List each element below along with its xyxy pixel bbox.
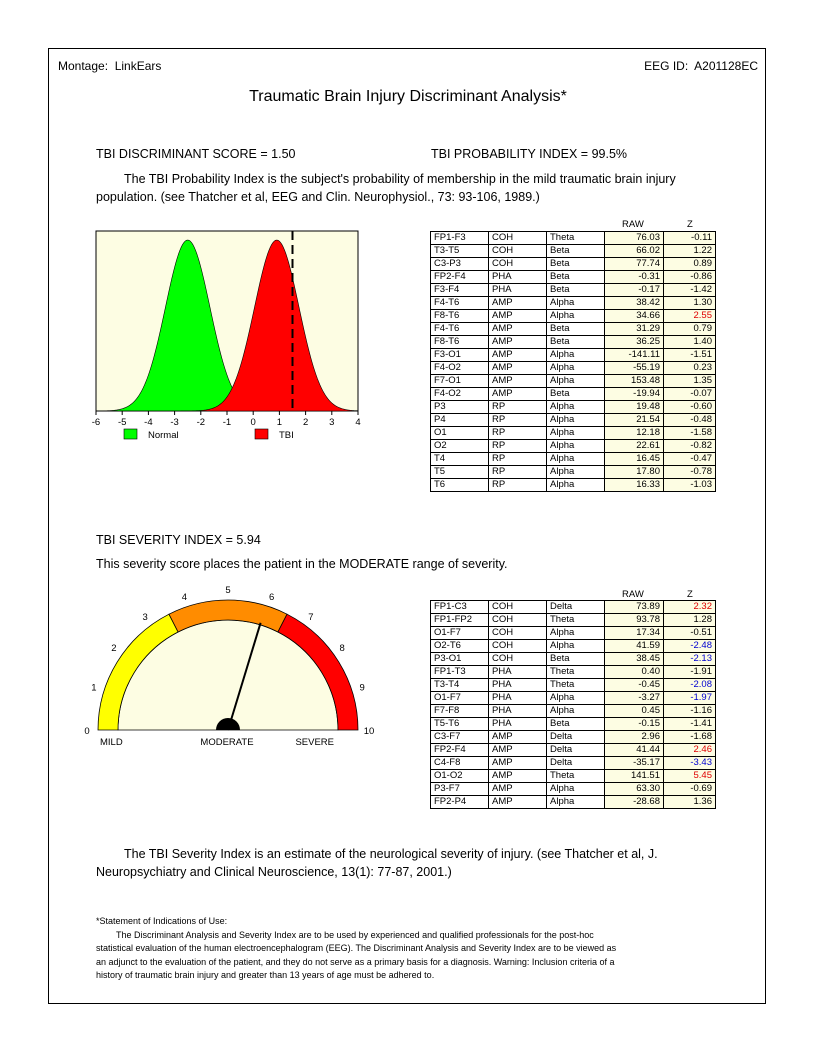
table1-cell-z: 1.35	[664, 375, 716, 388]
table2-row	[431, 653, 716, 666]
table1-row	[431, 466, 716, 479]
montage	[58, 59, 161, 73]
footnote-line-4: history of traumatic brain injury and greater than 13 years of age must be adhered to.	[96, 970, 435, 980]
distribution-chart	[86, 226, 370, 446]
table1-cell-site: FP2-F4	[431, 271, 489, 284]
table2-row	[431, 705, 716, 718]
table1-cell-z: -0.11	[664, 232, 716, 245]
table2-row	[431, 796, 716, 809]
table1-cell-z: -0.86	[664, 271, 716, 284]
table1-cell-site: T3-T5	[431, 245, 489, 258]
table2-cell-z: 2.46	[664, 744, 716, 757]
table1-cell-raw: 76.03	[605, 232, 664, 245]
table2-row	[431, 718, 716, 731]
table1-row	[431, 401, 716, 414]
probability-description	[96, 170, 676, 206]
table1-cell-site: F7-O1	[431, 375, 489, 388]
table1-cell-band: Beta	[547, 271, 605, 284]
table1-cell-raw: 77.74	[605, 258, 664, 271]
gauge-tick-label: 6	[268, 591, 275, 603]
table1-row	[431, 427, 716, 440]
eeg-id-value: A201128EC	[694, 59, 758, 73]
table2-cell-measure: AMP	[489, 770, 547, 783]
table1-cell-site: P4	[431, 414, 489, 427]
table1-cell-measure: RP	[489, 414, 547, 427]
severity-placement: This severity score places the patient in the MODERATE range of severity.	[96, 557, 508, 571]
table1-row	[431, 271, 716, 284]
table2-cell-band: Alpha	[547, 692, 605, 705]
gauge-tick-label: 10	[363, 726, 375, 737]
table2-cell-site: FP1-FP2	[431, 614, 489, 627]
table2-row	[431, 744, 716, 757]
table2-cell-z: 1.28	[664, 614, 716, 627]
table1-cell-raw: 22.61	[605, 440, 664, 453]
x-tick-label: 0	[250, 417, 256, 428]
table1-cell-site: F3-F4	[431, 284, 489, 297]
severity-gauge	[76, 580, 386, 752]
table1-z-header: Z	[687, 219, 693, 230]
table2-row	[431, 770, 716, 783]
table1-row	[431, 284, 716, 297]
table2-cell-site: O1-F7	[431, 692, 489, 705]
table1-cell-measure: RP	[489, 440, 547, 453]
gauge-tick-label: 0	[84, 726, 90, 737]
table1-cell-site: T6	[431, 479, 489, 492]
table2-cell-site: FP1-C3	[431, 601, 489, 614]
table2-cell-raw: 41.44	[605, 744, 664, 757]
table1-cell-band: Alpha	[547, 401, 605, 414]
table1-cell-measure: AMP	[489, 349, 547, 362]
table2-row	[431, 783, 716, 796]
table1-cell-z: -0.07	[664, 388, 716, 401]
table1-cell-z: 1.40	[664, 336, 716, 349]
table1-cell-band: Alpha	[547, 349, 605, 362]
table1-cell-measure: RP	[489, 427, 547, 440]
table1-cell-measure: AMP	[489, 388, 547, 401]
table1-cell-band: Alpha	[547, 310, 605, 323]
table1-cell-band: Beta	[547, 258, 605, 271]
table2-cell-z: 1.36	[664, 796, 716, 809]
table2-cell-band: Alpha	[547, 640, 605, 653]
table1-cell-measure: PHA	[489, 284, 547, 297]
table2-cell-z: -1.91	[664, 666, 716, 679]
table2-cell-site: T5-T6	[431, 718, 489, 731]
table2-cell-measure: AMP	[489, 783, 547, 796]
table2-row	[431, 757, 716, 770]
table2-cell-site: FP2-F4	[431, 744, 489, 757]
table1-cell-z: -0.82	[664, 440, 716, 453]
table1-cell-measure: RP	[489, 466, 547, 479]
severity-description	[96, 845, 658, 881]
table1-cell-z: -1.51	[664, 349, 716, 362]
table2-cell-z: 2.32	[664, 601, 716, 614]
table1-cell-raw: -19.94	[605, 388, 664, 401]
table2-cell-band: Theta	[547, 666, 605, 679]
table2-cell-raw: -0.15	[605, 718, 664, 731]
table2-cell-site: FP2-P4	[431, 796, 489, 809]
table1-cell-site: FP1-F3	[431, 232, 489, 245]
table2-row	[431, 679, 716, 692]
table1-raw-header: RAW	[622, 219, 644, 230]
table2-cell-raw: 141.51	[605, 770, 664, 783]
x-tick-label: 4	[355, 417, 361, 428]
severity-desc-line2: Neuropsychiatry and Clinical Neuroscience, 13(1): 77-87, 2001.)	[96, 865, 452, 879]
discriminant-score: TBI DISCRIMINANT SCORE = 1.50	[96, 147, 296, 161]
x-tick-label: 3	[329, 417, 335, 428]
legend-tbi-swatch	[255, 429, 268, 439]
eeg-id	[644, 59, 758, 73]
table2-cell-measure: COH	[489, 601, 547, 614]
table2-cell-measure: AMP	[489, 731, 547, 744]
table1-cell-site: F4-T6	[431, 323, 489, 336]
table1-cell-band: Beta	[547, 284, 605, 297]
table1-cell-raw: 19.48	[605, 401, 664, 414]
x-axis-ticks	[92, 411, 361, 428]
severity-desc-line1: The TBI Severity Index is an estimate of the neurological severity of injury. (see Thatcher et al, J.	[124, 847, 658, 861]
probability-index: TBI PROBABILITY INDEX = 99.5%	[431, 147, 628, 161]
gauge-label-moderate: MODERATE	[200, 737, 254, 748]
x-tick-label: 1	[276, 417, 283, 428]
table1-cell-measure: AMP	[489, 297, 547, 310]
table1-cell-band: Alpha	[547, 414, 605, 427]
gauge-tick-label: 7	[308, 611, 314, 623]
table1-cell-site: O2	[431, 440, 489, 453]
table2-cell-band: Beta	[547, 718, 605, 731]
gauge-label-mild: MILD	[100, 737, 123, 748]
table1-cell-site: T4	[431, 453, 489, 466]
table2-cell-z: -0.69	[664, 783, 716, 796]
table1-row	[431, 297, 716, 310]
table2-cell-band: Theta	[547, 770, 605, 783]
table1-cell-z: -1.58	[664, 427, 716, 440]
table1-cell-measure: AMP	[489, 323, 547, 336]
page-title: Traumatic Brain Injury Discriminant Analysis*	[249, 88, 567, 105]
table1-cell-raw: 31.29	[605, 323, 664, 336]
gauge-tick-label: 3	[142, 611, 148, 623]
table1-cell-site: F8-T6	[431, 310, 489, 323]
gauge-tick-label: 2	[111, 643, 117, 655]
table2-cell-site: F7-F8	[431, 705, 489, 718]
table2-cell-z: -2.08	[664, 679, 716, 692]
table1-cell-measure: RP	[489, 453, 547, 466]
severity-index: TBI SEVERITY INDEX = 5.94	[96, 533, 261, 547]
eeg-id-label: EEG ID:	[644, 59, 689, 73]
table2-cell-site: C3-F7	[431, 731, 489, 744]
table1-cell-band: Beta	[547, 323, 605, 336]
table1-cell-z: -1.42	[664, 284, 716, 297]
probability-desc-line2b: , 73: 93-106, 1989.)	[430, 190, 540, 204]
table2-cell-band: Delta	[547, 744, 605, 757]
x-tick-label: -3	[170, 417, 179, 428]
table1-cell-z: 0.89	[664, 258, 716, 271]
table2-cell-band: Beta	[547, 653, 605, 666]
table2-cell-band: Alpha	[547, 705, 605, 718]
table2-cell-z: -1.16	[664, 705, 716, 718]
table2-cell-measure: COH	[489, 653, 547, 666]
probability-desc-line1: The TBI Probability Index is the subject's probability of membership in the mild traumatic brain injury	[124, 172, 676, 186]
gauge-label-severe: SEVERE	[295, 737, 334, 748]
table1-cell-measure: PHA	[489, 271, 547, 284]
table2-cell-measure: PHA	[489, 692, 547, 705]
table1-cell-raw: -0.17	[605, 284, 664, 297]
table2-cell-raw: -28.68	[605, 796, 664, 809]
table1-cell-z: -0.48	[664, 414, 716, 427]
table2-cell-z: -1.41	[664, 718, 716, 731]
footnote-line-1: The Discriminant Analysis and Severity Index are to be used by experienced and qualified professionals for the post-hoc	[116, 929, 594, 940]
table1-cell-z: 2.55	[664, 310, 716, 323]
table1-cell-z: 1.30	[664, 297, 716, 310]
table1-cell-raw: 36.25	[605, 336, 664, 349]
table1-cell-site: F4-T6	[431, 297, 489, 310]
table1-cell-band: Beta	[547, 245, 605, 258]
probability-table	[430, 231, 716, 492]
table1-row	[431, 414, 716, 427]
table1-cell-site: O1	[431, 427, 489, 440]
table1-cell-raw: -55.19	[605, 362, 664, 375]
table1-cell-z: -0.78	[664, 466, 716, 479]
table2-cell-raw: -3.27	[605, 692, 664, 705]
table2-cell-site: O2-T6	[431, 640, 489, 653]
table1-cell-raw: -141.11	[605, 349, 664, 362]
legend-normal-swatch	[124, 429, 137, 439]
table1-cell-raw: 38.42	[605, 297, 664, 310]
montage-label: Montage:	[58, 59, 109, 73]
table1-cell-raw: 153.48	[605, 375, 664, 388]
x-tick-label: -2	[196, 417, 206, 428]
table2-cell-raw: 0.45	[605, 705, 664, 718]
table1-row	[431, 323, 716, 336]
table2-cell-measure: AMP	[489, 796, 547, 809]
gauge-tick-label: 5	[225, 585, 231, 596]
table1-cell-z: 0.23	[664, 362, 716, 375]
table1-cell-measure: AMP	[489, 375, 547, 388]
table1-cell-site: T5	[431, 466, 489, 479]
table2-cell-z: -1.68	[664, 731, 716, 744]
table1-cell-measure: RP	[489, 479, 547, 492]
table2-cell-site: FP1-T3	[431, 666, 489, 679]
table1-cell-z: -0.60	[664, 401, 716, 414]
table2-cell-measure: PHA	[489, 666, 547, 679]
table2-cell-z: -0.51	[664, 627, 716, 640]
gauge-tick-label: 8	[339, 643, 345, 655]
table2-cell-measure: COH	[489, 614, 547, 627]
legend-tbi-label: TBI	[279, 430, 294, 441]
table1-cell-band: Alpha	[547, 479, 605, 492]
table2-cell-z: -1.97	[664, 692, 716, 705]
table1-cell-band: Alpha	[547, 297, 605, 310]
table2-row	[431, 640, 716, 653]
table2-cell-site: O1-F7	[431, 627, 489, 640]
gauge-tick-label: 4	[181, 591, 188, 603]
table2-cell-site: P3-F7	[431, 783, 489, 796]
table2-cell-band: Alpha	[547, 783, 605, 796]
table2-row	[431, 692, 716, 705]
table2-cell-measure: PHA	[489, 705, 547, 718]
probability-desc-line2a: population. (see Thatcher et al, EEG and Clin. Neurophysiol.	[96, 190, 431, 204]
table2-cell-z: -2.48	[664, 640, 716, 653]
table2-row	[431, 731, 716, 744]
x-tick-label: 2	[302, 417, 309, 428]
table1-cell-raw: 66.02	[605, 245, 664, 258]
table2-cell-raw: 93.78	[605, 614, 664, 627]
table2-cell-raw: 38.45	[605, 653, 664, 666]
table1-cell-raw: 16.45	[605, 453, 664, 466]
table2-row	[431, 601, 716, 614]
table2-cell-z: 5.45	[664, 770, 716, 783]
table2-cell-band: Delta	[547, 731, 605, 744]
table1-cell-band: Alpha	[547, 440, 605, 453]
table1-row	[431, 362, 716, 375]
legend-normal-label: Normal	[148, 430, 179, 441]
table2-cell-measure: COH	[489, 640, 547, 653]
table2-raw-header: RAW	[622, 589, 644, 600]
table2-cell-measure: AMP	[489, 744, 547, 757]
table2-row	[431, 666, 716, 679]
table2-cell-raw: 17.34	[605, 627, 664, 640]
table2-cell-raw: 2.96	[605, 731, 664, 744]
table1-row	[431, 388, 716, 401]
table1-row	[431, 479, 716, 492]
table1-cell-site: F3-O1	[431, 349, 489, 362]
table1-cell-site: C3-P3	[431, 258, 489, 271]
table2-cell-measure: PHA	[489, 718, 547, 731]
table1-row	[431, 453, 716, 466]
table2-cell-site: C4-F8	[431, 757, 489, 770]
table1-cell-band: Alpha	[547, 427, 605, 440]
table2-cell-site: P3-O1	[431, 653, 489, 666]
table2-cell-z: -2.13	[664, 653, 716, 666]
table2-cell-band: Theta	[547, 679, 605, 692]
table2-cell-band: Delta	[547, 601, 605, 614]
table1-cell-z: 1.22	[664, 245, 716, 258]
table2-cell-band: Theta	[547, 614, 605, 627]
table2-cell-raw: 41.59	[605, 640, 664, 653]
table2-cell-measure: AMP	[489, 757, 547, 770]
table1-cell-raw: 17.80	[605, 466, 664, 479]
table1-row	[431, 349, 716, 362]
table1-cell-raw: 21.54	[605, 414, 664, 427]
table1-row	[431, 232, 716, 245]
table2-cell-raw: 73.89	[605, 601, 664, 614]
table1-row	[431, 258, 716, 271]
table2-cell-raw: 63.30	[605, 783, 664, 796]
table1-cell-band: Alpha	[547, 466, 605, 479]
table1-cell-band: Alpha	[547, 362, 605, 375]
footnote-line-3: an adjunct to the evaluation of the patient, and they do not serve as a primary basis for a diagnosis. Warning: Inclusion criteria of a	[96, 956, 615, 967]
table1-cell-band: Alpha	[547, 453, 605, 466]
table1-cell-band: Beta	[547, 388, 605, 401]
table1-cell-measure: RP	[489, 401, 547, 414]
footnote-line-2: statistical evaluation of the human electroencephalogram (EEG). The Discriminant Analysis and Severity Index are to be viewed as	[96, 943, 617, 953]
table1-cell-site: F4-O2	[431, 388, 489, 401]
gauge-bands	[98, 600, 358, 730]
table2-row	[431, 614, 716, 627]
table2-cell-raw: 0.40	[605, 666, 664, 679]
x-tick-label: -5	[117, 417, 127, 428]
table1-cell-measure: AMP	[489, 310, 547, 323]
footnote-heading: *Statement of Indications of Use:	[96, 916, 228, 926]
table1-cell-site: P3	[431, 401, 489, 414]
table1-cell-raw: 12.18	[605, 427, 664, 440]
table2-cell-measure: COH	[489, 627, 547, 640]
table2-cell-band: Alpha	[547, 627, 605, 640]
table1-cell-band: Alpha	[547, 375, 605, 388]
x-tick-label: -4	[144, 417, 153, 428]
table1-cell-z: 0.79	[664, 323, 716, 336]
table1-cell-z: -1.03	[664, 479, 716, 492]
severity-table	[430, 600, 716, 809]
table1-row	[431, 375, 716, 388]
table1-cell-measure: AMP	[489, 336, 547, 349]
table2-z-header: Z	[687, 589, 693, 600]
table1-cell-measure: AMP	[489, 362, 547, 375]
table1-cell-z: -0.47	[664, 453, 716, 466]
table1-row	[431, 440, 716, 453]
table2-cell-site: O1-O2	[431, 770, 489, 783]
table1-cell-band: Beta	[547, 336, 605, 349]
x-tick-label: -6	[91, 417, 101, 428]
table2-cell-z: -3.43	[664, 757, 716, 770]
table2-cell-band: Delta	[547, 757, 605, 770]
gauge-tick-label: 1	[91, 682, 97, 694]
table1-cell-band: Theta	[547, 232, 605, 245]
x-tick-label: -1	[222, 417, 232, 428]
table1-cell-raw: 16.33	[605, 479, 664, 492]
table1-cell-measure: COH	[489, 245, 547, 258]
table1-row	[431, 310, 716, 323]
table1-cell-measure: COH	[489, 258, 547, 271]
table2-row	[431, 627, 716, 640]
table1-row	[431, 245, 716, 258]
table2-cell-raw: -35.17	[605, 757, 664, 770]
table2-cell-measure: PHA	[489, 679, 547, 692]
table2-cell-band: Alpha	[547, 796, 605, 809]
table1-cell-site: F8-T6	[431, 336, 489, 349]
table2-cell-raw: -0.45	[605, 679, 664, 692]
table1-cell-site: F4-O2	[431, 362, 489, 375]
table1-cell-measure: COH	[489, 232, 547, 245]
gauge-tick-label: 9	[359, 682, 365, 694]
table2-cell-site: T3-T4	[431, 679, 489, 692]
montage-value: LinkEars	[114, 59, 162, 73]
table1-cell-raw: 34.66	[605, 310, 664, 323]
table1-cell-raw: -0.31	[605, 271, 664, 284]
indications-footnote	[96, 915, 726, 983]
table1-row	[431, 336, 716, 349]
